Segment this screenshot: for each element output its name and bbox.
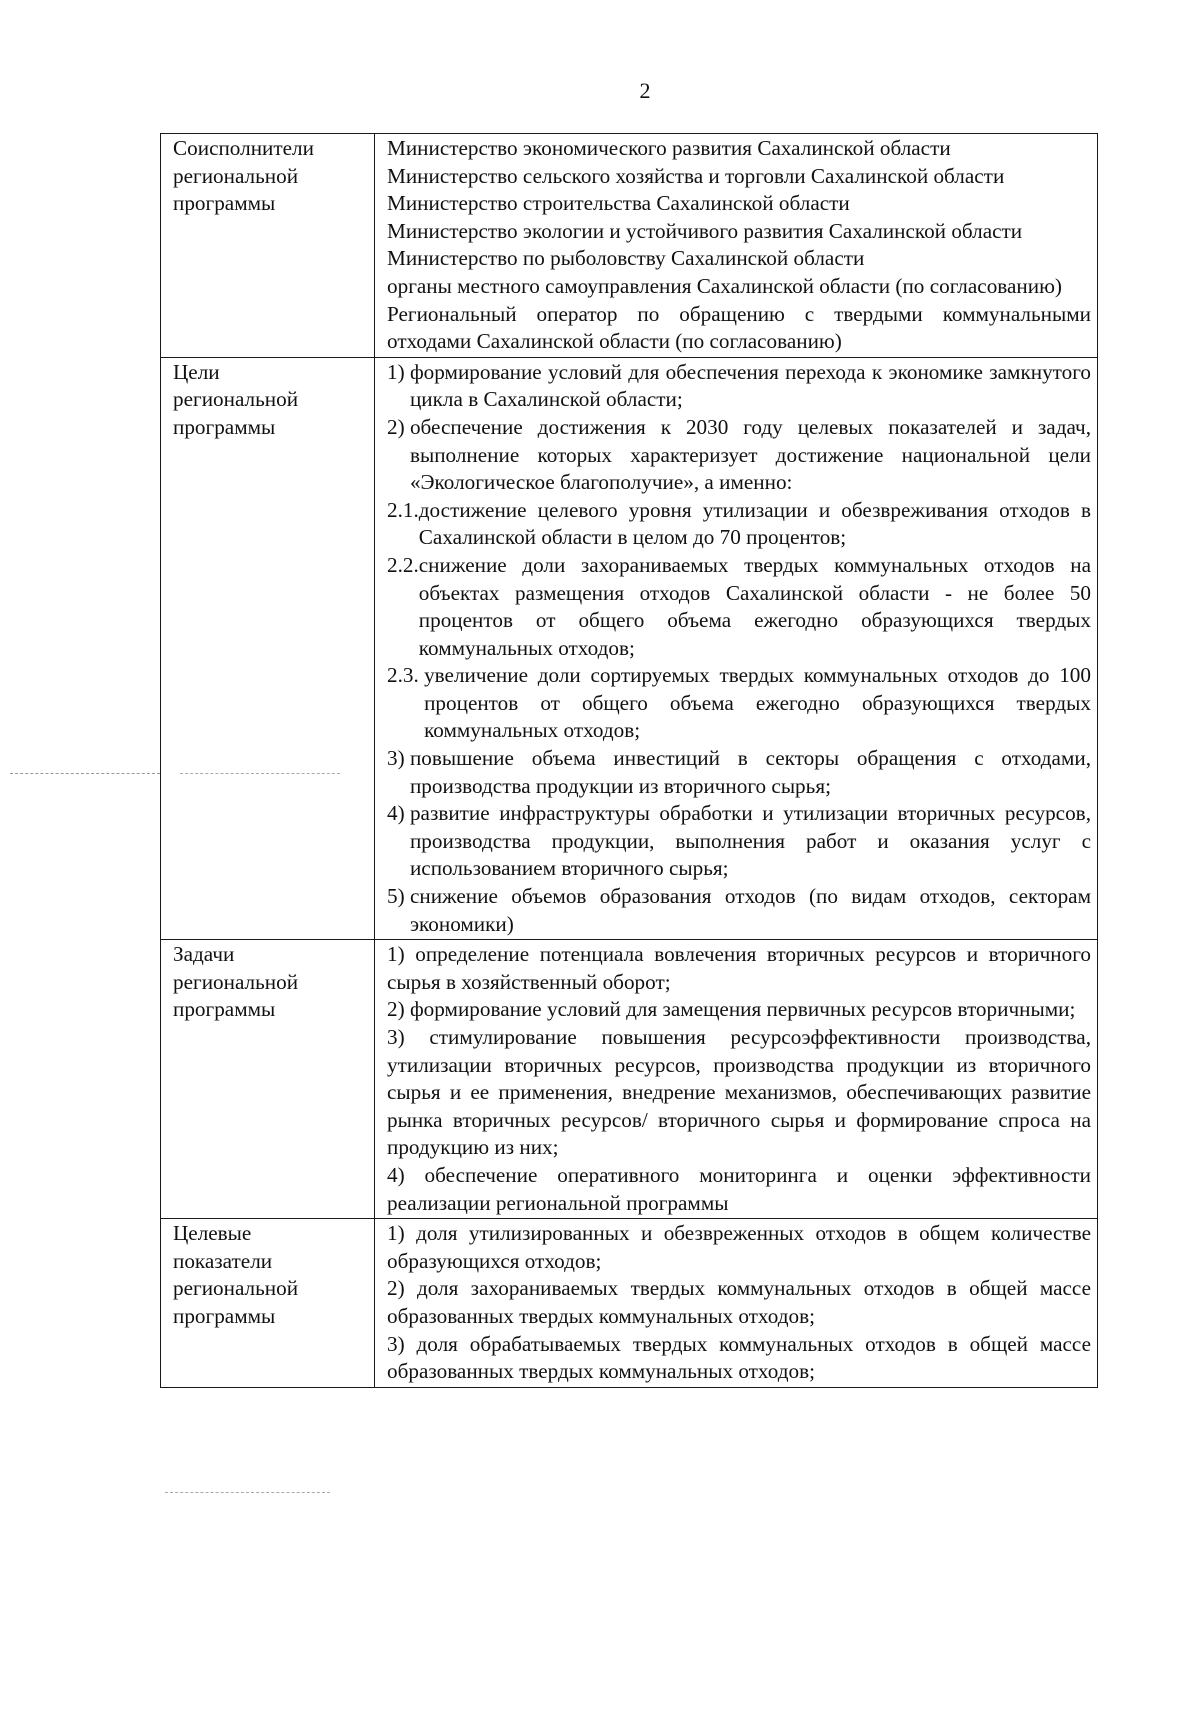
goal-text: формирование условий для обеспечения перехода к экономике замкнутого цикла в Сахалинской области; [409, 359, 1091, 412]
label-line: региональной [173, 163, 299, 188]
goal-item [387, 359, 1091, 414]
co-executor-item: Министерство экологии и устойчивого развития Сахалинской области [387, 218, 1023, 243]
label-line: программы [173, 191, 276, 216]
row-content-tasks [375, 940, 1098, 1219]
row-label-indicators [161, 1219, 375, 1388]
goal-subitem [387, 552, 1091, 662]
goal-number: 5) [387, 884, 410, 909]
task-item: 1) определение потенциала вовлечения вторичных ресурсов и вторичного сырья в хозяйственный оборот; [387, 942, 1091, 994]
row-label-co-executors [161, 134, 375, 358]
co-executor-item: Министерство сельского хозяйства и торговли Сахалинской области [387, 163, 1005, 188]
row-label-goals [161, 357, 375, 939]
goal-number: 2.3. [387, 663, 425, 688]
row-content-goals [375, 357, 1098, 939]
label-line: показатели [173, 1248, 273, 1273]
goal-item [387, 800, 1091, 883]
co-executor-item: органы местного самоуправления Сахалинской области (по согласованию) [387, 273, 1062, 298]
goal-item [387, 883, 1091, 938]
label-line: региональной [173, 1276, 299, 1301]
goal-item [387, 745, 1091, 800]
label-line: Целевые [173, 1221, 252, 1246]
co-executor-item: Региональный оператор по обращению с твердыми коммунальными отходами Сахалинской области (по согласованию) [387, 301, 1091, 354]
goal-number: 2.2. [387, 552, 419, 577]
goal-text: повышение объема инвестиций в секторы обращения с отходами, производства продукции из вторичного сырья; [409, 746, 1091, 798]
indicator-item: 2) доля захораниваемых твердых коммунальных отходов в общей массе образованных твердых коммунальных отходов; [387, 1276, 1091, 1328]
goal-subitem [387, 497, 1091, 552]
goal-item [387, 414, 1091, 497]
task-item: 3) стимулирование повышения ресурсоэффективности производства, утилизации вторичных ресурсов, производства продукции из вторичного сырья и ее применения, внедрение механизмов, обеспечивающих развитие рынка вторичных ресурсов/ вторичного сырья и формирование спроса на продукцию из них; [387, 1025, 1091, 1160]
task-item: 4) обеспечение оперативного мониторинга и оценки эффективности реализации региональной программы [387, 1162, 1091, 1215]
co-executor-item: Министерство по рыболовству Сахалинской области [387, 246, 865, 271]
table-row-indicators [161, 1219, 1098, 1388]
page-number: 2 [639, 78, 651, 103]
indicator-item: 1) доля утилизированных и обезвреженных отходов в общем количестве образующихся отходов; [387, 1221, 1091, 1273]
label-line: Соисполнители [173, 136, 314, 160]
goal-text: достижение целевого уровня утилизации и обезвреживания отходов в Сахалинской области в целом до 70 процентов; [418, 497, 1091, 550]
program-passport-table [160, 133, 1098, 1388]
label-line: региональной [173, 969, 299, 994]
scan-artifact [10, 773, 160, 775]
task-item: 2) формирование условий для замещения первичных ресурсов вторичными; [387, 997, 1076, 1022]
goal-text: снижение доли захораниваемых твердых коммунальных отходов на объектах размещения отходов Сахалинской области - не более 50 процентов от общего объема ежегодно образующихся твердых коммунальных отходов; [418, 552, 1091, 660]
scan-artifact [165, 1492, 330, 1494]
goal-subitem [387, 662, 1091, 745]
table-row-goals [161, 357, 1098, 939]
row-content-co-executors [375, 134, 1098, 358]
label-line: Цели [173, 359, 220, 384]
table-row-co-executors [161, 134, 1098, 358]
label-line: программы [173, 1303, 276, 1328]
indicator-item: 3) доля обрабатываемых твердых коммунальных отходов в общей массе образованных твердых коммунальных отходов; [387, 1331, 1091, 1384]
goal-text: снижение объемов образования отходов (по видам отходов, секторам экономики) [409, 884, 1091, 936]
goal-number: 2) [387, 414, 410, 439]
goal-number: 4) [387, 801, 410, 826]
goal-number: 1) [387, 359, 410, 384]
table-row-tasks [161, 940, 1098, 1219]
label-line: программы [173, 414, 276, 439]
label-line: Задачи [173, 942, 235, 967]
goal-text: увеличение доли сортируемых твердых коммунальных отходов до 100 процентов от общего объема ежегодно образующихся твердых коммунальных отходов; [424, 663, 1091, 743]
co-executor-item: Министерство строительства Сахалинской области [387, 191, 850, 216]
row-content-indicators [375, 1219, 1098, 1388]
goal-text: развитие инфраструктуры обработки и утилизации вторичных ресурсов, производства продукции, выполнения работ и оказания услуг с использованием вторичного сырья; [409, 801, 1091, 881]
label-line: программы [173, 997, 276, 1022]
goal-text: обеспечение достижения к 2030 году целевых показателей и задач, выполнение которых характеризует достижение национальной цели «Экологическое благополучие», а именно: [409, 414, 1091, 495]
label-line: региональной [173, 387, 299, 412]
goal-number: 3) [387, 746, 410, 771]
co-executor-item: Министерство экономического развития Сахалинской области [387, 136, 951, 160]
row-label-tasks [161, 940, 375, 1219]
scan-artifact [180, 773, 340, 775]
goal-number: 2.1. [387, 497, 419, 522]
